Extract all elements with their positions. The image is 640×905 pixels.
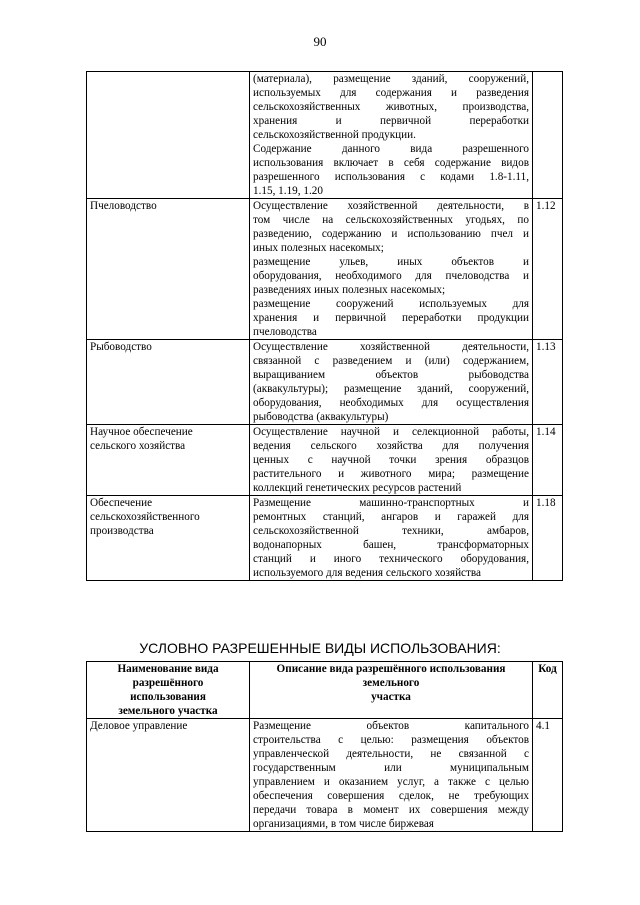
text-line: том числе на сельскохозяйственных угодьях, по — [253, 214, 529, 226]
text-line: Рыбоводство — [90, 341, 152, 353]
text-line: Деловое управление — [90, 720, 188, 732]
use-code-cell: 4.1 — [533, 719, 563, 832]
use-code-cell: 1.14 — [533, 425, 563, 496]
header-name — [87, 662, 250, 719]
text-line: водонапорных башен, трансформаторных — [253, 539, 529, 551]
table-row — [87, 496, 563, 581]
text-line: (аквакультуры); размещение зданий, сооружений, — [253, 383, 529, 395]
text-line: производства — [90, 525, 154, 537]
table-row — [87, 719, 563, 832]
text-line: ремонтных станций, ангаров и гаражей для — [253, 511, 529, 523]
header-code — [533, 662, 563, 719]
text-line: государственным или муниципальным — [253, 762, 529, 774]
use-code-cell — [533, 72, 563, 199]
use-description-cell — [250, 496, 533, 581]
text-line: Осуществление хозяйственной деятельности, в — [253, 200, 529, 212]
text-line: строительства с целью: размещения объектов — [253, 734, 529, 746]
text-line: Содержание данного вида разрешенного — [253, 143, 529, 155]
text-line: сельскохозяйственных животных, производства, — [253, 101, 529, 113]
text-line: ведения сельского хозяйства для получения — [253, 440, 529, 452]
text-line: использования — [130, 691, 206, 703]
text-line: иных полезных насекомых; — [253, 242, 384, 254]
text-line: размещение сооружений используемых для — [253, 298, 529, 310]
use-description-cell — [250, 425, 533, 496]
use-description-cell — [250, 719, 533, 832]
use-description-cell — [250, 72, 533, 199]
text-line: сельского хозяйства — [90, 440, 186, 452]
header-description — [250, 662, 533, 719]
text-line: используемого для ведения сельского хозяйства — [253, 567, 482, 579]
text-line: разрешенного использования с кодами 1.8-1.11, — [253, 171, 529, 183]
page-number: 90 — [313, 34, 327, 49]
text-line: Обеспечение — [90, 497, 153, 509]
use-code-cell: 1.12 — [533, 199, 563, 340]
text-line: передачи товара в момент их совершения между — [253, 804, 529, 816]
text-line: Код — [538, 663, 557, 675]
text-line: участка — [371, 691, 411, 703]
use-name-cell — [87, 719, 250, 832]
text-line: рыбоводства (аквакультуры) — [253, 411, 389, 423]
permitted-uses-table — [86, 71, 563, 581]
text-line: используемых для содержания и разведения — [253, 87, 529, 99]
text-line: разведению, содержанию и использованию пчел и — [253, 228, 529, 240]
text-line: Осуществление хозяйственной деятельности, — [253, 341, 529, 353]
text-line: Размещение объектов капитального — [253, 720, 529, 732]
text-line: Описание вида разрешённого использования — [276, 663, 506, 675]
text-line: разведениях иных полезных насекомых; — [253, 284, 446, 296]
use-code-cell: 1.18 — [533, 496, 563, 581]
text-line: связанной с разведением и (или) содержанием, — [253, 355, 529, 367]
text-line: использования включает в себя содержание видов — [253, 157, 529, 169]
text-line: сельскохозяйственной продукции. — [253, 129, 416, 141]
text-line: Пчеловодство — [90, 200, 157, 212]
text-line: коллекций генетических ресурсов растений — [253, 482, 462, 494]
text-line: 1.15, 1.19, 1.20 — [253, 185, 323, 197]
text-line: размещение ульев, иных объектов и — [253, 256, 529, 268]
use-name-cell — [87, 199, 250, 340]
text-line: Размещение машинно-транспортных и — [253, 497, 529, 509]
table-row — [87, 340, 563, 425]
text-line: оборудования, необходимого для пчеловодства и — [253, 270, 529, 282]
text-line: станций и иного технического оборудования, — [253, 553, 529, 565]
text-line: (материала), размещение зданий, сооружений, — [253, 73, 529, 85]
use-code-cell: 1.13 — [533, 340, 563, 425]
text-line: пчеловодства — [253, 326, 317, 338]
text-line: обеспечения совершения сделок, не требующих — [253, 790, 529, 802]
text-line: управленческой деятельности, не связанной с — [253, 748, 529, 760]
text-line: земельного участка — [118, 705, 218, 717]
text-line: растительного и животного мира; размещение — [253, 468, 529, 480]
text-line: хранения и первичной переработки продукции — [253, 312, 529, 324]
table-row — [87, 425, 563, 496]
text-line: Осуществление научной и селекционной работы, — [253, 426, 529, 438]
use-description-cell — [250, 340, 533, 425]
use-name-cell — [87, 425, 250, 496]
table-row — [87, 72, 563, 199]
text-line: выращиванием объектов рыбоводства — [253, 369, 529, 381]
use-name-cell — [87, 340, 250, 425]
table-row — [87, 199, 563, 340]
use-name-cell — [87, 496, 250, 581]
conditional-uses-table — [86, 661, 563, 832]
text-line: разрешённого — [132, 677, 204, 689]
text-line: хранения и первичной переработки — [253, 115, 529, 127]
text-line: оборудования, необходимых для осуществления — [253, 397, 529, 409]
text-line: Научное обеспечение — [90, 426, 193, 438]
use-name-cell — [87, 72, 250, 199]
text-line: организациями, в том числе биржевая — [253, 818, 434, 830]
text-line: сельскохозяйственной техники, амбаров, — [253, 525, 529, 537]
text-line: Наименование вида — [117, 663, 219, 675]
table-header-row — [87, 662, 563, 719]
text-line: управлением и оказанием услуг, а также с целью — [253, 776, 529, 788]
text-line: ценных с научной точки зрения образцов — [253, 454, 529, 466]
use-description-cell — [250, 199, 533, 340]
section-heading: УСЛОВНО РАЗРЕШЕННЫЕ ВИДЫ ИСПОЛЬЗОВАНИЯ: — [139, 640, 501, 656]
text-line: земельного — [362, 677, 420, 689]
text-line: сельскохозяйственного — [90, 511, 200, 523]
